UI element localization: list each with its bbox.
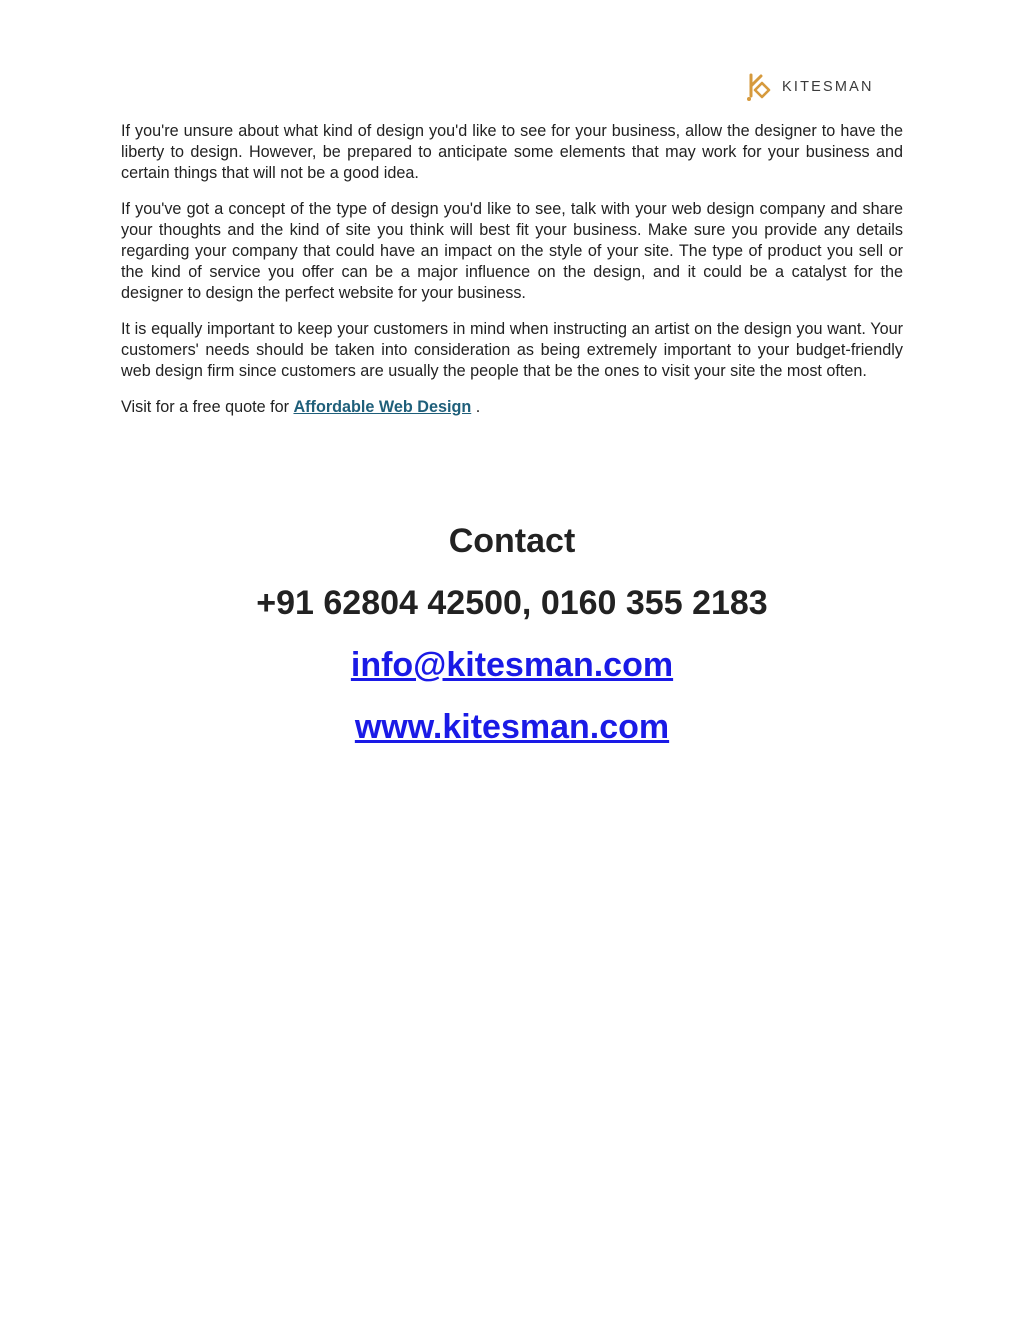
contact-heading: Contact xyxy=(448,522,576,560)
contact-website-link[interactable]: www.kitesman.com xyxy=(354,708,670,746)
paragraph-3: It is equally important to keep your customers in mind when instructing an artist on the design you want. Your customers' needs should be taken into consideration as being extremely important to your budget-friendly web design firm since customers are usually the people that be the ones to visit your site the most often. xyxy=(121,320,903,380)
logo-text: KITESMAN xyxy=(782,79,874,95)
kite-icon xyxy=(746,72,774,102)
quote-line xyxy=(121,397,903,418)
contact-email-link[interactable]: info@kitesman.com xyxy=(350,646,674,684)
affordable-web-design-link[interactable]: Affordable Web Design xyxy=(293,398,472,416)
quote-suffix: . xyxy=(471,398,481,416)
article-body xyxy=(121,121,903,433)
contact-section xyxy=(0,518,1024,766)
contact-phone: +91 62804 42500, 0160 355 2183 xyxy=(256,584,768,622)
paragraph-2: If you've got a concept of the type of design you'd like to see, talk with your web design company and share your thoughts and the kind of site you think will best fit your business. Make sure you provide any details regarding your company that could have an impact on the style of your site. The type of product you sell or the kind of service you offer can be a major influence on the design, and it could be a catalyst for the designer to design the perfect website for your business. xyxy=(121,200,903,302)
kitesman-logo xyxy=(746,72,874,102)
paragraph-1: If you're unsure about what kind of design you'd like to see for your business, allow the designer to have the liberty to design. However, be prepared to anticipate some elements that may work for your business and certain things that will not be a good idea. xyxy=(121,122,903,182)
quote-prefix: Visit for a free quote for xyxy=(121,398,294,416)
